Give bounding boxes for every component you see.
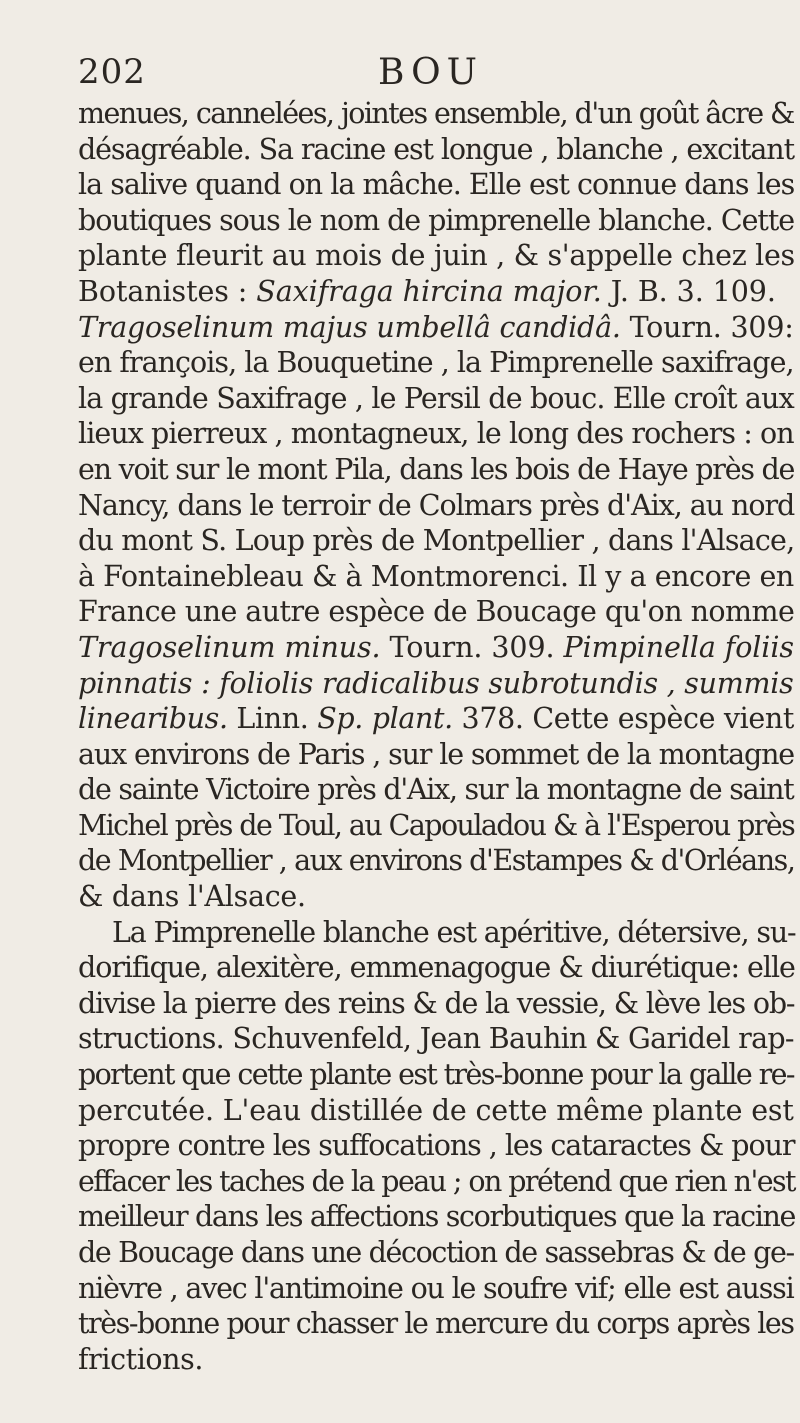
text-run: structions. Schuvenfeld, Jean Bauhin & Garidel rap- [78,1022,794,1056]
italic-run: Tragoselinum majus umbellâ candidâ. [78,310,621,344]
text-line [78,310,798,346]
text-line [78,203,798,239]
text-run: Tourn. 309: [620,310,794,344]
italic-run: Pimpinella foliis [563,630,794,664]
text-run: plante fleurit au mois de juin , & s'appelle chez les [78,239,795,273]
text-run: menues, cannelées, jointes ensemble, d'un goût âcre & [78,97,794,130]
text-line [78,167,798,203]
text-line [78,1093,798,1129]
italic-run: Sp. plant. [317,702,453,736]
text-line [78,594,798,630]
text-line [78,808,798,844]
text-run: nièvre , avec l'antimoine ou le soufre vif; elle est aussi [78,1271,794,1305]
text-line [78,1306,798,1342]
text-line [78,1164,798,1200]
text-run: aux environs de Paris , sur le sommet de la montagne [78,737,795,771]
text-run: Botanistes : [78,274,257,308]
text-run: effacer les taches de la peau ; on prétend que rien n'est [78,1164,795,1198]
text-run: en voit sur le mont Pila, dans les bois de Haye près de [78,452,795,486]
text-run: désagréable. Sa racine est longue , blanche , excitant [78,132,794,166]
text-run: France une autre espèce de Boucage qu'on nomme [78,595,795,629]
text-line [78,630,798,666]
text-run: divise la pierre des reins & de la vessie, & lève les ob- [78,986,795,1020]
text-line [78,915,798,951]
text-line [78,843,798,879]
text-line [78,1235,798,1271]
text-line [78,559,798,595]
page-number: 202 [78,52,146,92]
text-run: de Boucage dans une décoction de sassebras & de ge- [78,1236,794,1269]
text-run: dorifique, alexitère, emmenagogue & diurétique: elle [78,951,795,985]
text-run: de Montpellier , aux environs d'Estampes & d'Orléans, [78,844,795,878]
text-run: de sainte Victoire près d'Aix, sur la montagne de saint [78,773,794,807]
text-run: & dans l'Alsace. [78,880,306,914]
page-header [78,52,798,98]
text-run: boutiques sous le nom de pimprenelle blanche. Cette [78,203,795,237]
running-head: BOU [378,52,483,93]
italic-run: pinnatis : foliolis radicalibus subrotundis , summis [78,666,794,700]
text-run: très-bonne pour chasser le mercure du corps après les [78,1307,794,1341]
text-run: Linn. [227,702,318,736]
text-line [78,986,798,1022]
text-run: Michel près de Toul, au Capouladou & à l'Esperou près [78,808,795,842]
text-run: à Fontainebleau & à Montmorenci. Il y a encore en [78,559,794,593]
italic-run: Saxifraga hircina major. [256,274,602,308]
text-line [78,737,798,773]
text-run: portent que cette plante est très-bonne pour la galle re- [78,1058,794,1092]
text-line [78,416,798,452]
text-run: la salive quand on la mâche. Elle est connue dans les [78,168,795,202]
text-line [78,666,798,702]
text-run: 378. Cette espèce vient [452,702,794,736]
text-line [78,488,798,524]
italic-run: linearibus. [78,702,228,736]
text-line [78,1342,798,1378]
text-run: frictions. [78,1342,204,1376]
text-run: Tourn. 309. [380,630,564,664]
text-run: la grande Saxifrage , le Persil de bouc. Elle croît aux [78,381,794,415]
text-run: La Pimprenelle blanche est apéritive, détersive, su- [112,915,796,949]
text-line [78,1128,798,1164]
text-run: percutée. L'eau distillée de cette même plante est [78,1093,794,1127]
text-run: du mont S. Loup près de Montpellier , dans l'Alsace, [78,524,795,558]
text-line [78,1271,798,1307]
text-line [78,950,798,986]
text-line [78,381,798,417]
text-run: meilleur dans les affections scorbutiques que la racine [78,1200,796,1234]
text-line [78,1199,798,1235]
text-line [78,701,798,737]
text-line [78,238,798,274]
text-run: propre contre les suffocations , les cataractes & pour [78,1129,795,1163]
text-run: en françois, la Bouquetine , la Pimprenelle saxifrage, [78,346,794,380]
text-run: J. B. 3. 109. [601,274,776,308]
text-line [78,274,798,310]
text-run: Nancy, dans le terroir de Colmars près d'Aix, au nord [78,488,795,522]
body-text [78,96,798,1377]
text-line [78,452,798,488]
text-run: lieux pierreux , montagneux, le long des rochers : on [78,417,794,451]
text-line [78,1021,798,1057]
text-line [78,345,798,381]
italic-run: Tragoselinum minus. [78,630,381,664]
text-line [78,1057,798,1093]
text-line [78,879,798,915]
text-line [78,772,798,808]
text-line [78,132,798,168]
text-line [78,96,798,132]
text-line [78,523,798,559]
